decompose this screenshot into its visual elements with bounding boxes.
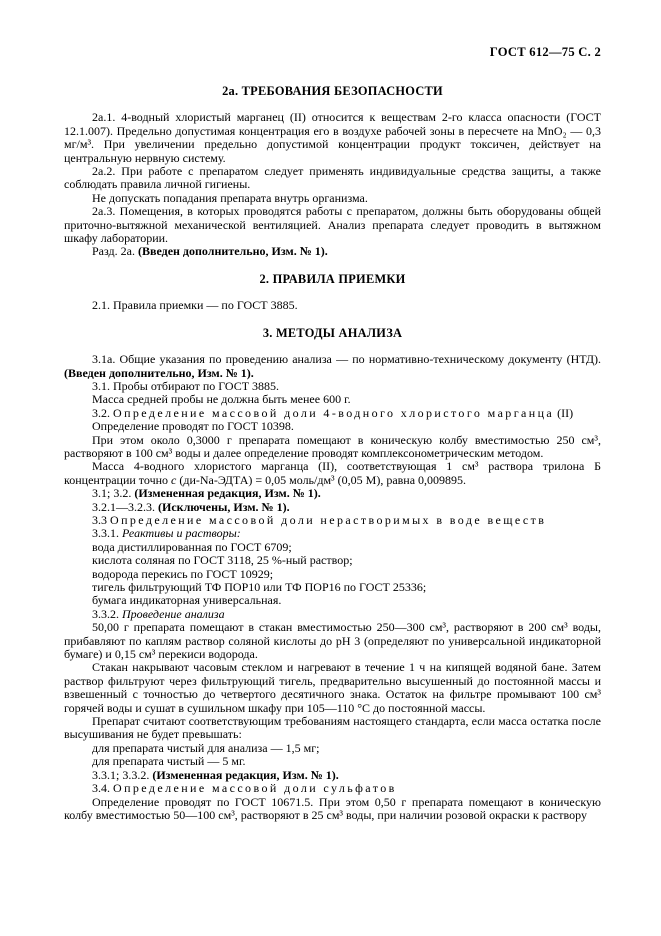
para-3-1-mass <box>64 393 601 406</box>
text-run: (ди-Na-ЭДТА) = 0,05 моль/дм³ (0,05 М), равна 0,009895. <box>176 472 467 487</box>
text-run: Реактивы и растворы: <box>122 526 241 541</box>
text-run: 3.1. Пробы отбирают по ГОСТ 3885. <box>92 378 280 393</box>
text-run: Определение массовой доли сульфатов <box>113 781 397 796</box>
para-3-3-1-3-3-2-amendment <box>64 769 601 782</box>
text-run: водорода перекись по ГОСТ 10929; <box>92 566 274 581</box>
para-3-2-mass <box>64 460 601 487</box>
text-run: (Измененная редакция, Изм. № 1). <box>152 767 339 782</box>
para-reagent-paper <box>64 594 601 607</box>
para-reagent-crucible <box>64 581 601 594</box>
para-3-2-title <box>64 407 601 420</box>
text-run: 3.3.1. <box>92 526 122 541</box>
text-run: Разд. 2а. <box>92 244 138 259</box>
para-limit-pure-grade <box>64 755 601 768</box>
text-run: 3.2.1—3.2.3. <box>92 499 158 514</box>
text-run: вода дистиллированная по ГОСТ 6709; <box>92 539 292 554</box>
para-3-4-method <box>64 796 601 823</box>
text-run: Определение проводят по ГОСТ 10671.5. При этом 0,50 г препарата помещают в коническую колбу вместимостью 50—100 см³, растворяют в 25 см³ воды, при наличии розовой окраски к раствору <box>64 794 601 822</box>
para-section-2a-amendment <box>64 245 601 258</box>
text-run: Проведение анализа <box>122 606 225 621</box>
para-3-3-1-title <box>64 527 601 540</box>
text-run: 3. МЕТОДЫ АНАЛИЗА <box>262 325 403 340</box>
para-3-3-2-criteria <box>64 715 601 742</box>
text-run: 2.1. Правила приемки — по ГОСТ 3885. <box>92 298 298 313</box>
text-run: (Исключены, Изм. № 1). <box>158 499 290 514</box>
text-run: Препарат считают соответствующим требованиям настоящего стандарта, если масса остатка после высушивания не будет превышать: <box>64 714 601 742</box>
text-run: 3.2. <box>92 405 113 420</box>
text-run: Не допускать попадания препарата внутрь организма. <box>92 190 368 205</box>
text-run: для препарата чистый — 5 мг. <box>92 754 246 769</box>
text-run: 3.3.1; 3.3.2. <box>92 767 153 782</box>
text-run: 2а.1. 4-водный хлористый марганец (II) относится к веществам 2-го класса опасности (ГОСТ 12.1.007). Предельно допустимая концентрация его в воздухе рабочей зоны в пересчете на MnO₂ — 0,3 мг/м³. При увеличении предельно допустимой концентрации продукт токсичен, действует на центральную нервную систему. <box>64 110 601 165</box>
heading-analysis-methods <box>64 327 601 340</box>
para-reagent-acid <box>64 554 601 567</box>
para-reagent-peroxide <box>64 568 601 581</box>
text-run: 3.3 <box>92 512 110 527</box>
heading-acceptance-rules <box>64 273 601 286</box>
document-body <box>64 85 601 822</box>
text-run: тигель фильтрующий ТФ ПОР10 или ТФ ПОР16 по ГОСТ 25336; <box>92 580 427 594</box>
para-2a-2-note <box>64 192 601 205</box>
text-run: 2. ПРАВИЛА ПРИЕМКИ <box>259 271 406 286</box>
para-2a-2 <box>64 165 601 192</box>
text-run: Масса средней пробы не должна быть менее 600 г. <box>92 392 351 407</box>
text-run: Масса 4-водного хлористого марганца (II), соответствующая 1 см³ раствора трилона Б концентрации точно <box>64 459 601 487</box>
text-run: с <box>171 472 177 487</box>
para-3-3-title <box>64 514 601 527</box>
para-3-2-1-3-2-3-excluded <box>64 501 601 514</box>
text-run: 3.1; 3.2. <box>92 486 135 501</box>
page-number-header: ГОСТ 612—75 С. 2 <box>489 45 601 59</box>
text-run: (Введен дополнительно, Изм. № 1). <box>64 365 254 380</box>
text-run: кислота соляная по ГОСТ 3118, 25 %-ный раствор; <box>92 553 353 568</box>
text-run: Определение массовой доли 4-водного хлористого марганца <box>113 405 555 420</box>
text-run: 50,00 г препарата помещают в стакан вместимостью 250—300 см³, растворяют в 200 см³ воды, прибавляют по каплям раствор соляной кислоты до рН 3 (определяют по универсальной индикаторной бумаге) и 0,15 см³ перекиси водорода. <box>64 620 601 662</box>
para-limit-analysis-grade <box>64 742 601 755</box>
text-run: Определение проводят по ГОСТ 10398. <box>92 419 294 434</box>
para-3-1 <box>64 380 601 393</box>
text-run: 3.1а. Общие указания по проведению анализа — по нормативно-техническому документу (НТД). <box>92 352 601 367</box>
para-2a-1 <box>64 111 601 165</box>
text-run: Определение массовой доли нерастворимых в воде веществ <box>110 512 547 527</box>
text-run: Стакан накрывают часовым стеклом и нагревают в течение 1 ч на кипящей водяной бане. Затем раствор фильтруют через фильтрующий тигель, предварительно высушенный до постоянной массы и взвешенный с точностью до четвертого десятичного знака. Остаток на фильтре промывают 100 см³ горячей воды и сушат в сушильном шкафу при 105—110 °С до постоянной массы. <box>64 660 601 715</box>
text-run: для препарата чистый для анализа — 1,5 мг; <box>92 740 320 755</box>
text-run: 3.4. <box>92 781 113 796</box>
para-2-1 <box>64 299 601 312</box>
text-run: 2а.3. Помещения, в которых проводятся работы с препаратом, должны быть оборудованы общей приточно-вытяжной механической вентиляцией. Анализ препарата следует проводить в вытяжном шкафу лаборатории. <box>64 204 601 246</box>
para-2a-3 <box>64 205 601 245</box>
text-run: 3.3.2. <box>92 606 122 621</box>
para-3-1a <box>64 353 601 380</box>
para-3-3-2-title <box>64 608 601 621</box>
text-run: бумага индикаторная универсальная. <box>92 593 282 608</box>
text-run: 2а.2. При работе с препаратом следует применять индивидуальные средства защиты, а также соблюдать правила личной гигиены. <box>64 164 601 192</box>
para-reagent-water <box>64 541 601 554</box>
text-run: (II) <box>554 405 574 420</box>
para-3-2-method <box>64 434 601 461</box>
text-run: (Измененная редакция, Изм. № 1). <box>134 486 321 501</box>
para-3-4-title <box>64 782 601 795</box>
heading-safety-requirements <box>64 85 601 98</box>
para-3-1-3-2-amendment <box>64 487 601 500</box>
para-3-3-2-step1 <box>64 621 601 661</box>
text-run: (Введен дополнительно, Изм. № 1). <box>137 244 328 259</box>
text-run: 2а. ТРЕБОВАНИЯ БЕЗОПАСНОСТИ <box>222 84 443 98</box>
text-run: При этом около 0,3000 г препарата помещают в коническую колбу вместимостью 250 см³, растворяют в 100 см³ воды и далее определение проводят комплексонометрическим методом. <box>64 432 601 460</box>
para-3-2-gost <box>64 420 601 433</box>
para-3-3-2-step2 <box>64 661 601 715</box>
